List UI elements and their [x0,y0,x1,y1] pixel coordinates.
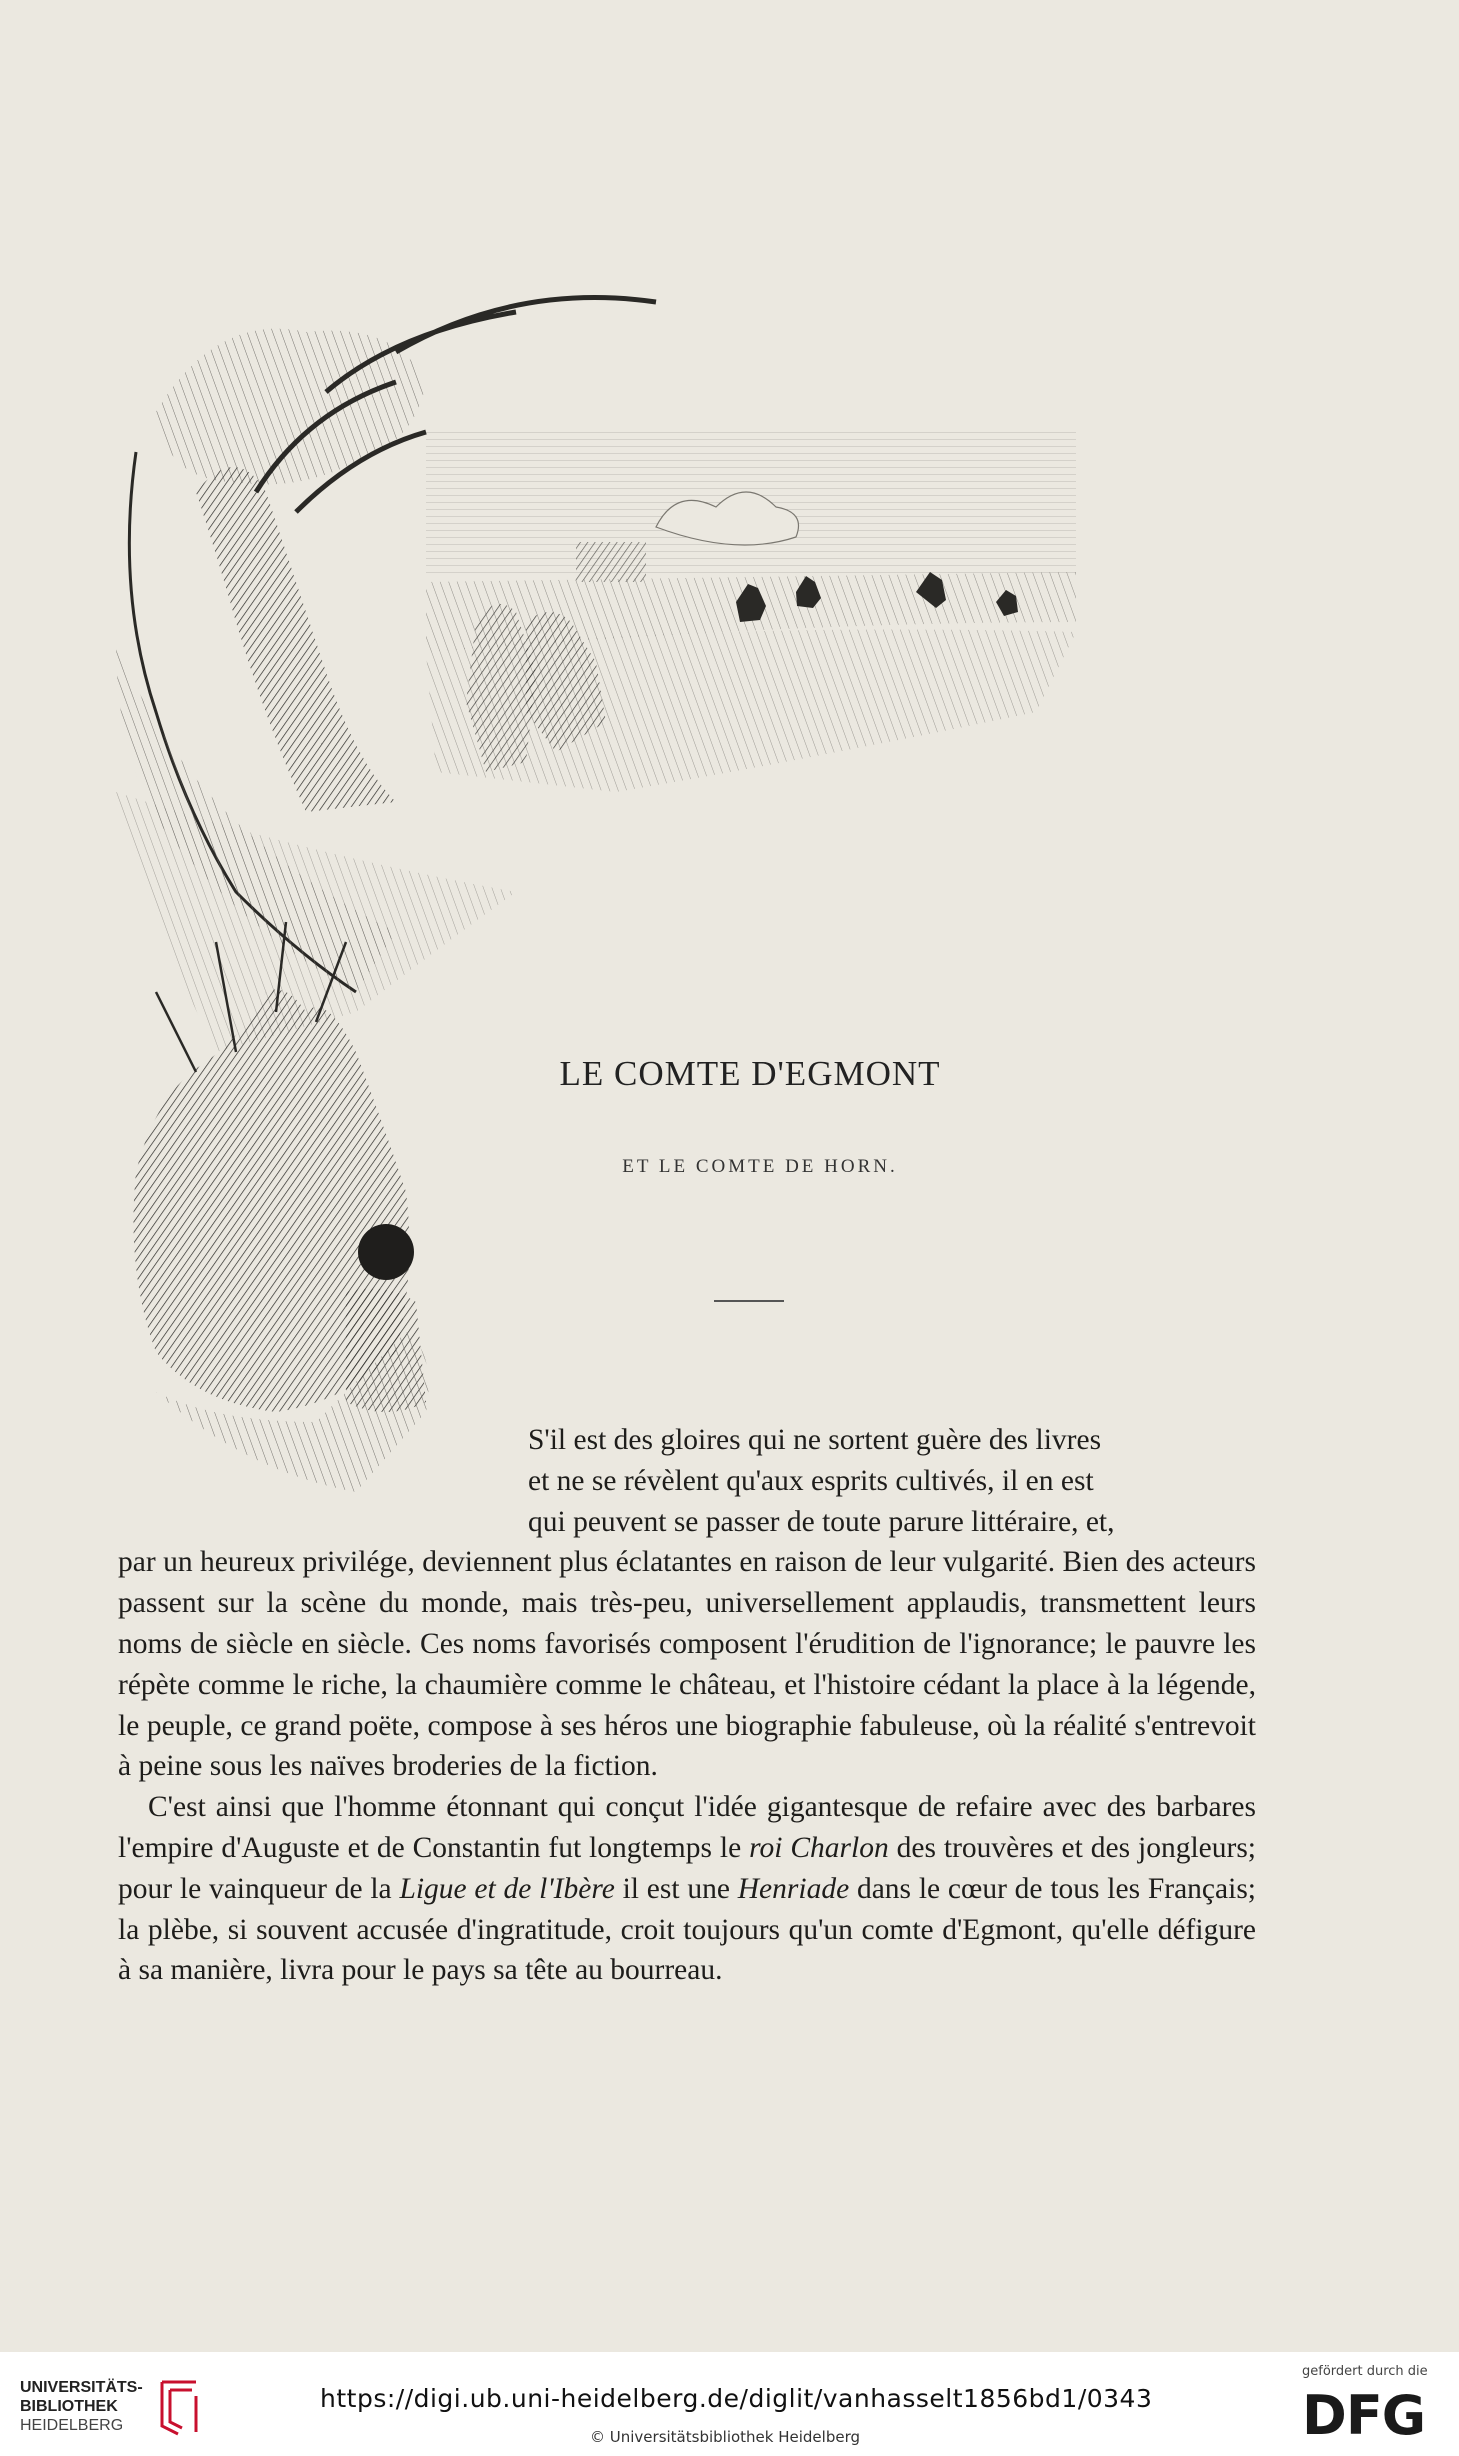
paragraph-1 [118,1420,1256,1787]
indented-line-2: et ne se révèlent qu'aux esprits cultivés, il en est [528,1464,1094,1497]
paragraph-2-text-4: dans le cœur de tous les Français; la plèbe, si souvent accusée d'ingratitude, croit toujours qu'un comte d'Egmont, qu'elle défigure à sa manière, livra pour le pays sa tête au bourreau. [118,1872,1256,1987]
indented-line-1: S'il est des gloires qui ne sortent guère des livres [528,1424,1102,1456]
paragraph-2-italic-1: roi Charlon [749,1831,889,1864]
dfg-caption: gefördert durch die [1302,2364,1428,2379]
indented-line-3: qui peuvent se passer de toute parure littéraire, et, [528,1505,1115,1538]
library-logo[interactable] [20,2372,210,2444]
paragraph-2-text-2: des trouvères et des jongleurs; pour le vainqueur de la [118,1831,1257,1905]
dfg-logo[interactable]: DFG [1302,2384,1426,2447]
permalink-url[interactable]: https://digi.ub.uni-heidelberg.de/diglit/vanhasselt1856bd1/0343 [320,2384,1153,2413]
library-name [20,2378,143,2435]
viewer-footer [0,2352,1459,2456]
copyright-notice: © Universitätsbibliothek Heidelberg [590,2428,861,2446]
title-divider [714,1300,784,1302]
paragraph-2-text-1: C'est ainsi que l'homme étonnant qui conçut l'idée gigantesque de refaire avec des barbares l'empire d'Auguste et de Constantin fut longtemps le [118,1791,1256,1864]
library-name-line-2: BIBLIOTHEK [20,2398,118,2415]
paragraph-2-text-3: il est une [614,1872,738,1905]
library-name-line-3: HEIDELBERG [20,2417,124,2434]
body-text [118,1420,1256,1991]
chapter-subtitle: ET LE COMTE DE HORN. [622,1156,898,1177]
chapter-title: LE COMTE D'EGMONT [559,1054,941,1093]
paragraph-2-italic-2: Ligue et de l'Ibère [399,1872,615,1905]
paragraph-2-italic-3: Henriade [737,1872,850,1905]
battle-scene-engraving [96,292,1076,1542]
paragraph-1-rest: par un heureux privilége, deviennent plus éclatantes en raison de leur vulgarité. Bien des acteurs passent sur la scène du monde, mais très-peu, universellement applaudis, transmettent leurs noms de siècle en siècle. Ces noms favorisés composent l'érudition de l'ignorance; le pauvre les répète comme le riche, la chaumière comme le château, et l'histoire cédant la place à la légende, le peuple, ce grand poëte, compose à ses héros une biographie fabuleuse, où la réalité s'entrevoit à peine sous les naïves broderies de la fiction. [118,1546,1256,1783]
library-name-line-1: UNIVERSITÄTS- [20,2379,143,2396]
ub-heidelberg-mark-icon [152,2376,206,2438]
paragraph-2 [118,1787,1256,1991]
